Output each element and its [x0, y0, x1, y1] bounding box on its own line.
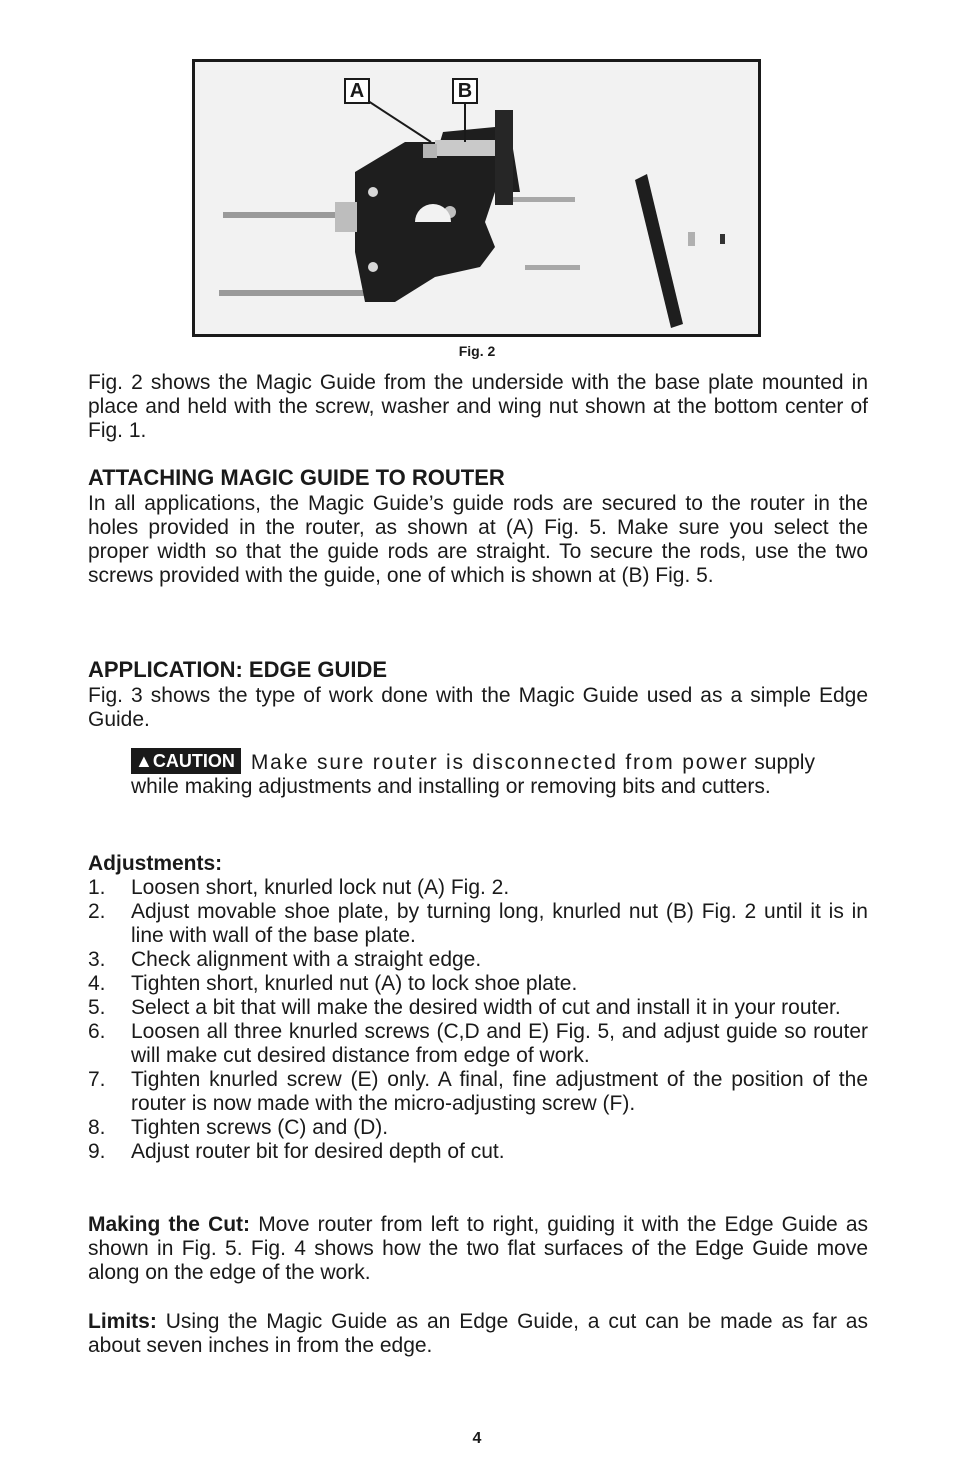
- step-number: 7.: [88, 1068, 106, 1091]
- long-knurled-nut: [435, 140, 495, 156]
- step-text: Tighten short, knurled nut (A) to lock shoe plate.: [131, 972, 578, 995]
- warning-triangle-icon: ▲: [135, 751, 153, 771]
- page-number: 4: [472, 1430, 482, 1447]
- list-item: [88, 972, 868, 996]
- limits-paragraph: [88, 1310, 868, 1358]
- list-item: [88, 1116, 868, 1140]
- caution-badge: [131, 748, 241, 774]
- small-screw-part: [720, 234, 725, 244]
- step-text: Tighten screws (C) and (D).: [131, 1116, 389, 1139]
- step-text: Adjust router bit for desired depth of cut.: [131, 1140, 505, 1163]
- making-cut-label: Making the Cut:: [88, 1213, 251, 1236]
- making-cut-paragraph: [88, 1213, 868, 1285]
- figure-2-photo: [192, 59, 761, 337]
- intro-paragraph: Fig. 2 shows the Magic Guide from the underside with the base plate mounted in place and held with the screw, washer and wing nut shown at the bottom center of Fig. 1.: [88, 371, 868, 442]
- adjustments-steps: [88, 876, 868, 1164]
- list-item: [88, 876, 868, 900]
- step-number: 4.: [88, 972, 106, 995]
- list-item: [88, 1020, 868, 1068]
- making-cut-text: Move router from left to right, guiding it with the Edge Guide as shown in Fig. 5. Fig. 4 shows how the two flat surfaces of the Edge Guide move along on the edge of the work.: [88, 1213, 869, 1284]
- step-number: 1.: [88, 876, 106, 899]
- list-item: [88, 900, 868, 948]
- list-item: [88, 1140, 868, 1164]
- step-number: 8.: [88, 1116, 106, 1139]
- step-text: Loosen short, knurled lock nut (A) Fig. 2.: [131, 876, 510, 899]
- limits-text: Using the Magic Guide as an Edge Guide, a cut can be made as far as about seven inches in from the edge.: [88, 1310, 868, 1357]
- step-text: Loosen all three knurled screws (C,D and E) Fig. 5, and adjust guide so router will make cut desired distance from edge of work.: [131, 1020, 868, 1067]
- step-text: Tighten knurled screw (E) only. A final, fine adjustment of the position of the router is now made with the micro-adjusting screw (F).: [131, 1068, 868, 1115]
- attaching-heading: ATTACHING MAGIC GUIDE TO ROUTER: [88, 465, 505, 490]
- caution-notice: [131, 748, 826, 799]
- list-item: [88, 1068, 868, 1116]
- step-number: 6.: [88, 1020, 106, 1043]
- guide-rod-lower-right: [525, 265, 580, 270]
- step-number: 9.: [88, 1140, 106, 1163]
- list-item: [88, 948, 868, 972]
- limits-label: Limits:: [88, 1310, 157, 1333]
- step-text: Adjust movable shoe plate, by turning long, knurled nut (B) Fig. 2 until it is in line with wall of the base plate.: [131, 900, 868, 947]
- step-number: 3.: [88, 948, 106, 971]
- callout-a-label: A: [344, 78, 370, 104]
- attaching-body: In all applications, the Magic Guide’s guide rods are secured to the router in the holes provided in the router, as shown at (A) Fig. 5. Make sure you select the proper width so that the guide rods are straight. To secure the rods, use the two screws provided with the guide, one of which is shown at (B) Fig. 5.: [88, 492, 868, 587]
- callout-a-leader: [362, 97, 431, 142]
- step-number: 2.: [88, 900, 106, 923]
- screw-part: [688, 232, 695, 246]
- edge-guide-heading: APPLICATION: EDGE GUIDE: [88, 657, 388, 682]
- guide-rod-lower-left: [219, 290, 379, 296]
- step-text: Check alignment with a straight edge.: [131, 948, 482, 971]
- caution-badge-label: CAUTION: [152, 751, 235, 771]
- step-number: 5.: [88, 996, 106, 1019]
- straight-edge-bar: [635, 174, 683, 328]
- short-lock-nut: [423, 144, 437, 158]
- plate-screw-lower: [368, 262, 378, 272]
- callout-b-label: B: [452, 78, 478, 104]
- edge-guide-body: Fig. 3 shows the type of work done with the Magic Guide used as a simple Edge Guide.: [88, 684, 868, 731]
- list-item: [88, 996, 868, 1020]
- plate-screw-upper: [368, 187, 378, 197]
- rod-clamp-block: [335, 202, 357, 232]
- step-text: Select a bit that will make the desired width of cut and install it in your router.: [131, 996, 841, 1019]
- adjustments-title: Adjustments:: [88, 852, 223, 875]
- caution-text-first: Make sure router is disconnected from power: [250, 751, 749, 774]
- figure-caption: Fig. 2: [458, 343, 496, 359]
- shoe-plate: [495, 110, 513, 205]
- caution-text-rest: supply while making adjustments and installing or removing bits and cutters.: [131, 751, 815, 798]
